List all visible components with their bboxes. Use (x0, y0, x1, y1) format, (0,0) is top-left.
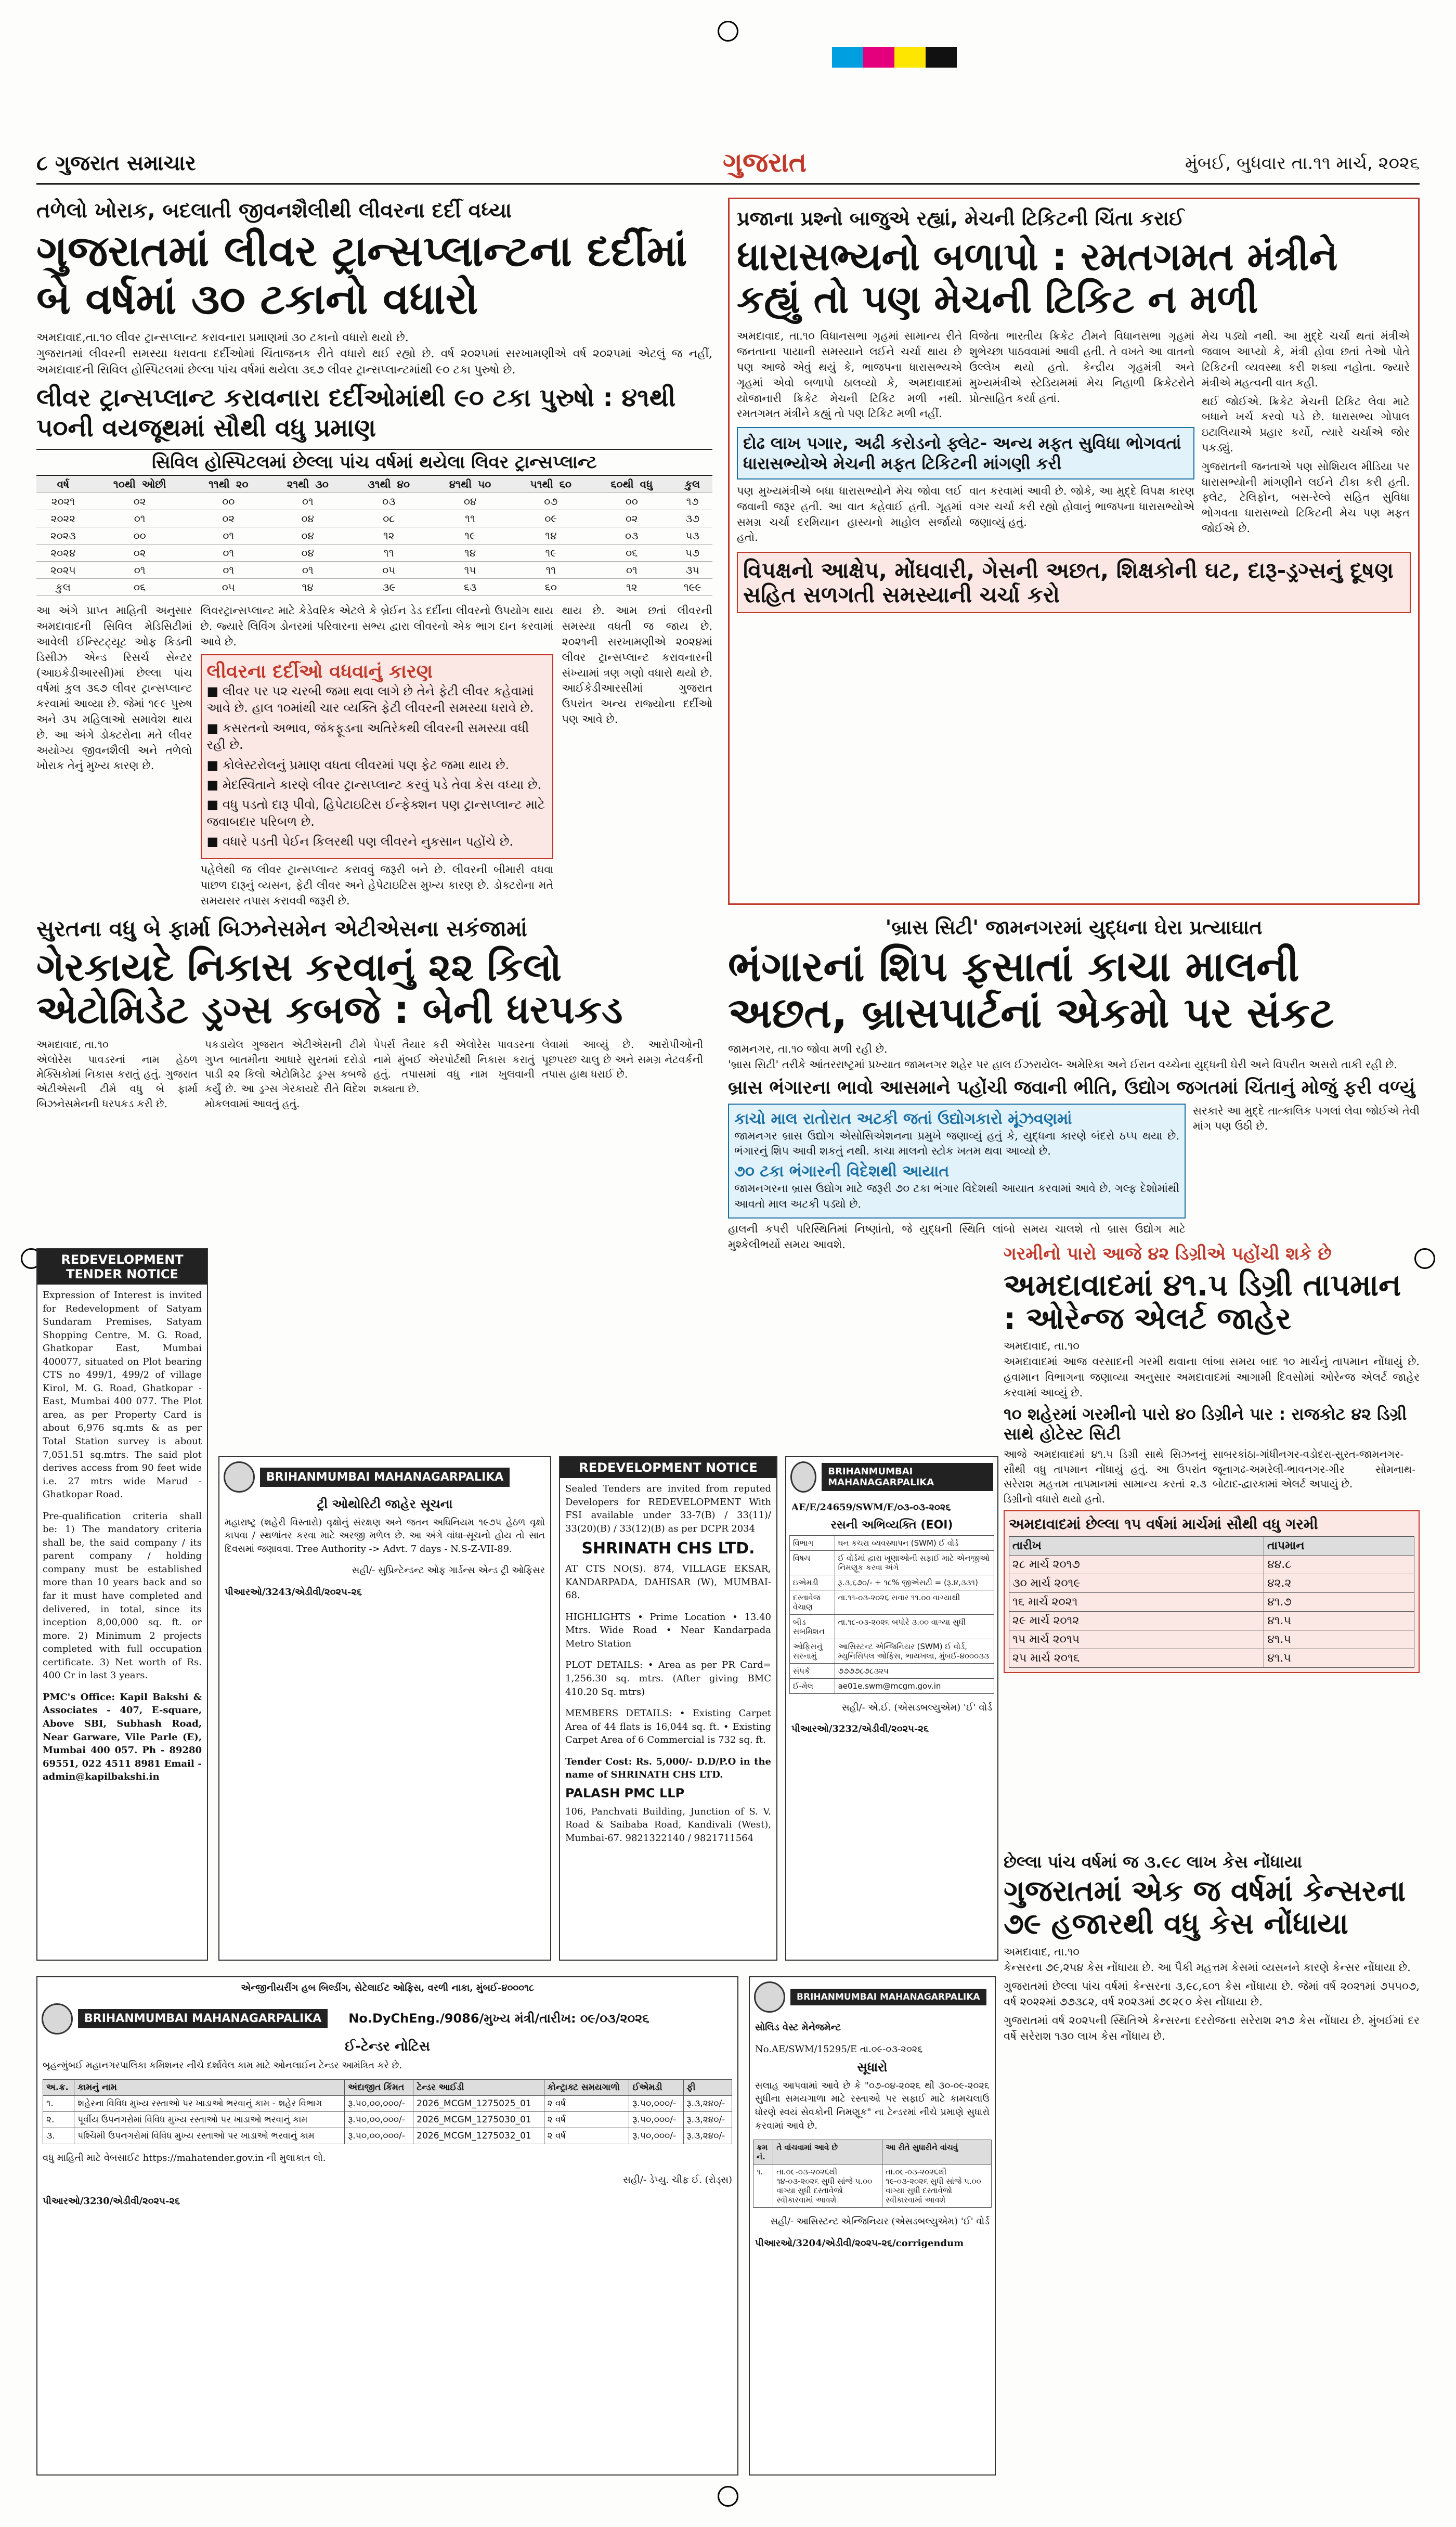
heat-kicker: ગરમીનો પારો આજે ૪૨ ડિગ્રીએ પહોંચી શકે છે (1004, 1243, 1332, 1264)
shrinath-fee: Tender Cost: Rs. 5,000/- D.D/P.O in the name of SHRINATH CHS LTD. (565, 1756, 771, 1781)
registration-mark (718, 2486, 738, 2507)
cricket-body-4: થઈ જોઈએ. ક્રિકેટ મેચની ટિકિટ લેવા માટે બધાને ખર્ચ કરવો પડે છે. ધારાસભ્ય ગોપાલ ઇટાલિયાએ પ્રહાર કર્યો, ત્યારે ચર્ચાએ જોર પકડ્યું. (1202, 395, 1410, 454)
table-cell: ૬૩ (430, 579, 511, 596)
table-cell: ૦૦ (190, 493, 267, 510)
drugs-headline: ગેરકાયદે નિકાસ કરવાનું ૨૨ કિલો એટોમિડેટ ડ્રગ્સ કબજે : બેની ધરપકડ (36, 944, 623, 1033)
liver-table-row (36, 579, 712, 596)
liver-table (36, 476, 712, 596)
table-cell: ૨ વર્ષ (544, 2096, 629, 2112)
table-cell: 2026_MCGM_1275030_01 (413, 2112, 544, 2128)
table-header-cell: તાપમાન (1264, 1536, 1414, 1555)
cricket-footer-box: વિપક્ષનો આક્ષેપ, મોંઘવારી, ગેસની અછત, શિક્ષકોની ઘટ, દારૂ-ડ્રગ્સનું દૂષણ સહિત સળગતી સમસ્યાની ચર્ચા કરો (737, 552, 1411, 613)
cause-item: ■ લીવર પર ૫૨ ચરબી જમા થવા લાગે છે તેને ફેટી લીવર કહેવામાં આવે છે. હાલ ૧૦માંથી ચાર વ્યક્તિ ફેટી લીવરની સમસ્યા ધરાવે છે. (206, 683, 534, 716)
etender-table-row (43, 2096, 732, 2112)
bmc-seal-icon (754, 1981, 785, 2013)
cause-item: ■ મેદસ્વિતાને કારણે લીવર ટ્રાન્સપ્લાન્ટ કરવું પડે તેવા કેસ વધ્યા છે. (206, 777, 542, 792)
liver-body-4: થાય છે. આમ છતાં લીવરની સમસ્યા વધતી જ જાય છે. ૨૦૨૧ની સરખામણીએ ૨૦૨૪માં લીવર ટ્રાન્સપ્લાન્ટ કરાવનારની સંખ્યામાં ત્રણ ગણો વધારો થયો છે. આઈકેડીઆરસીમાં ગુજરાત ઉપરાંત અન્ય રાજ્યોના દર્દીઓ પણ આવે છે. (562, 604, 712, 726)
etender-pro: પીઆરઓ/3230/એડીવી/૨૦૨૫-૨૬ (43, 2196, 180, 2207)
brass-box-1 (728, 1104, 1186, 1219)
table-header-row (753, 2140, 992, 2165)
table-header-cell: તારીખ (1009, 1536, 1264, 1555)
bmc-tree-sign: સહી/- સુપ્રિન્ટેન્ડન્ટ ઓફ ગાર્ડન્સ એન્ડ ટ્રી ઓફિસર (352, 1565, 545, 1576)
cricket-body-7: ગુજરાતની જનતાએ પણ સોશિયલ મીડિયા પર ધારાસભ્યોની માંગણીને લઈને ટીકા કરી હતી. ફ્લેટ, ટેલિફોન, બસ-રેલ્વે સહિત સુવિધા ભોગવતા ધારાસભ્યો ટિકિટની મેચ પણ મફત જોઈએ છે. (1202, 460, 1410, 535)
table-cell: ૨૦૨૪ (36, 545, 90, 562)
liver-body-2: લિવરટ્રાન્સપ્લાન્ટ માટે કેડેવરિક એટલે કે બ્રેઈન ડેડ દર્દીના લીવરનો ઉપયોગ થાય છે. જ્યારે લિવિંગ ડોનરમાં પરિવારના સભ્ય દ્વારા લીવરનો એક ભાગ દાન કરવામાં આવે છે. (200, 604, 554, 648)
table-cell: ઈ વોર્ડમાં દ્વારા ખૂણાઓની સફાઈ માટે એનજીઓ નિમણૂક કરવા અંગે (835, 1550, 994, 1575)
shrinath-title: REDEVELOPMENT NOTICE (560, 1457, 776, 1478)
liver-kicker: તળેલો ખોરાક, બદલાતી જીવનશૈલીથી લીવરના દર્દી વધ્યા (36, 199, 512, 223)
redev-tender-pmc: PMC's Office: Kapil Bakshi & Associates - 407, E-square, Above SBI, Subhash Road, Near Garware, Vile Parle (E), Mumbai 400 057. Ph - 89280 69551, 022 4511 8981 Email - admin@kapilbakshi.in (43, 1691, 202, 1783)
cricket-body-5: પણ મુખ્યમંત્રીએ બધા ધારાસભ્યોને મેચ જોવા લઈ જવાની જરૂર હતી. આ વાત કહેવાઈ હતી. ગૃહમાં સમગ્ર ચર્ચા દરમિયાન હાસ્યનો માહોલ સર્જાયો હતો. (737, 484, 962, 544)
shrinath-plot: PLOT DETAILS: • Area as per PR Card= 1,256.30 sq. mtrs. (After giving BMC 410.20 Sq. mtrs) (565, 1660, 771, 1697)
table-header-cell: ૫૧થી ૬૦ (511, 476, 591, 493)
liver-dateline: અમદાવાદ,તા.૧૦ લીવર ટ્રાન્સપ્લાન્ટ કરાવનારા પ્રમાણમાં ૩૦ ટકાનો વધારો થયો છે. (36, 331, 409, 344)
eoi-notice (785, 1456, 998, 1961)
shrinath-notice (559, 1456, 777, 1961)
brass-body-1: 'બ્રાસ સિટી' તરીકે આંતરરાષ્ટ્રમાં પ્રખ્યાત જામનગર શહેર પર હાલ ઈઝરાયેલ- અમેરિકા અને ઈરાન વચ્ચેના યુદ્ધની ઘેરી અને વિપરીત અસરો તાકી રહી છે. (728, 1058, 1398, 1071)
shrinath-society: SHRINATH CHS LTD. (581, 1539, 755, 1558)
table-cell: સંપર્ક (790, 1663, 835, 1678)
table-cell: ઈ-મેલ (790, 1678, 835, 1693)
etender-head: એન્જીનીયરીંગ હબ બિલ્ડીંગ, સેટેલાઈટ ઓફિસ, વરળી નાકા, મુંબઈ-૪૦૦૦૧૮ (241, 1982, 534, 1993)
eoi-ref: AE/E/24659/SWM/E/૦૩-૦૩-૨૦૨૬ (791, 1502, 951, 1513)
table-header-cell: ૩૧થી ૪૦ (348, 476, 430, 493)
table-cell: ૦૧ (267, 562, 348, 579)
bmc-tree-ref: પીઆરઓ/3243/એડીવી/૨૦૨૫-૨૬ (225, 1586, 362, 1598)
etender-no: No.DyChEng./9086/મુખ્ય મંત્રી/તારીખ: ૦૯/૦૩/૨૦૨૬ (348, 2011, 649, 2026)
table-cell: ૦૧ (267, 493, 348, 510)
heat-table-row (1009, 1630, 1414, 1649)
table-cell: રૂ.૫૦,૦૦૦/- (629, 2128, 683, 2144)
cause-item: ■ કસરતનો અભાવ, જંકફૂડના અતિરેકથી લીવરની સમસ્યા વધી રહી છે. (206, 720, 529, 753)
bmc-seal-icon (224, 1461, 255, 1493)
table-cell: રૂ.૫૦,૦૦૦/- (629, 2112, 683, 2128)
table-cell: ૦૫ (348, 562, 430, 579)
table-cell: ૪૨.૨ (1264, 1574, 1414, 1592)
table-cell: ૧૫ માર્ચ ૨૦૧૫ (1009, 1630, 1264, 1649)
corr-table-row (753, 2165, 992, 2208)
table-cell: રૂ.૩,૬૭૦/- + ૧૮% જીએસટી = (રૂ.૪,૩૩૧) (835, 1575, 994, 1590)
table-cell: ૩૯ (348, 579, 430, 596)
cancer-dateline: અમદાવાદ, તા.૧૦ (1004, 1946, 1080, 1959)
etender-title: ઈ-ટેન્ડર નોટિસ (345, 2038, 430, 2054)
table-cell: ઇએમડી (790, 1575, 835, 1590)
table-cell: ૦૧ (90, 510, 190, 527)
table-cell: ૦૦ (90, 527, 190, 545)
table-cell: રૂ.૩,૨૪૦/- (683, 2096, 732, 2112)
drugs-body-4: લેવામાં આવ્યું છે. આરોપીઓની પૂછપરછ ચાલુ છે અને સમગ્ર નેટવર્કની તપાસ હાથ ધરાઈ છે. (542, 1038, 703, 1081)
eoi-table-row (790, 1663, 994, 1678)
liver-causes-list (207, 683, 548, 850)
cricket-story (728, 198, 1420, 905)
bmc-seal-icon (42, 2003, 73, 2034)
table-cell: ૧. (43, 2096, 74, 2112)
bmc-name: BRIHANMUMBAI MAHANAGARPALIKA (790, 1989, 986, 2005)
corr-dept: સોલિડ વેસ્ટ મેનેજમેન્ટ (755, 2022, 841, 2033)
liver-table-row (36, 493, 712, 510)
table-cell: રૂ.૫૦,૦૦,૦૦૦/- (345, 2112, 413, 2128)
etender-table-row (43, 2112, 732, 2128)
eoi-table (789, 1535, 994, 1694)
table-header-row (36, 476, 712, 493)
bmc-tree-body: મહારાષ્ટ્ર (શહેરી વિસ્તારો) વૃક્ષોનું સંરક્ષણ અને જતન અધિનિયમ ૧૯૭૫ હેઠળ વૃક્ષો કાપવા / સ્થળાંતર કરવા માટે અરજી મળેલ છે. આ અંગે વાંધા-સૂચનો હોય તો સાત દિવસમાં જણાવવા. Tree Authority -> Advt. 7 days - N.S-Z-VII-89. (225, 1517, 545, 1554)
table-cell: ૨૯ માર્ચ ૨૦૧૨ (1009, 1611, 1264, 1630)
color-bar-yellow (894, 47, 926, 68)
table-cell: ૦૧ (190, 545, 267, 562)
cancer-body-2: ગુજરાતમાં છેલ્લા પાંચ વર્ષમાં કેન્સરના ૩,૯૮,૬૦૧ કેસ નોંધાયા છે. જેમાં વર્ષ ૨૦૨૧માં ૭૫૫૦૭, વર્ષ ૨૦૨૨માં ૭૭૩૮૨, વર્ષ ૨૦૨૩માં ૭૯૨૯૦ કેસ નોંધાયા છે. (1004, 1980, 1420, 2008)
liver-table-row (36, 510, 712, 527)
cancer-story (1004, 1851, 1420, 2044)
table-cell: રૂ.૩,૨૪૦/- (683, 2112, 732, 2128)
table-cell: 2026_MCGM_1275025_01 (413, 2096, 544, 2112)
etender-sign: સહી/- ડેપ્યુ. ચીફ ઈ. (રોડ્સ) (623, 2174, 732, 2185)
table-cell: ૦૨ (190, 510, 267, 527)
table-cell: દસ્તાવેજ વેચાણ (790, 1590, 835, 1614)
corr-pro: પીઆરઓ/3204/એડીવી/૨૦૨૫-૨૬/corrigendum (755, 2237, 964, 2249)
table-cell: ૦૪ (267, 527, 348, 545)
table-cell: ૧૯૯ (672, 579, 712, 596)
table-cell: રૂ.૩,૨૪૦/- (683, 2128, 732, 2144)
table-cell: ૧૯ (430, 527, 511, 545)
heat-table-row (1009, 1574, 1414, 1592)
table-cell: ૩૫ (672, 562, 712, 579)
table-cell: ૨. (43, 2112, 74, 2128)
cricket-body-1: અમદાવાદ, તા.૧૦ વિધાનસભા ગૃહમાં સામાન્ય રીતે જનતાના પાયાની સમસ્યાને લઈને ચર્ચા થાય છે પણ આજે એવું થયું કે, ભાજપના ધારાસભ્યએ ગૃહમાં એવો બળાપો ઠાલવ્યો કે, અમદાવાદમાં યોજાનારી ક્રિકેટ મેચની ટિકિટ મળી નથી. રમતગમત મંત્રીને કહ્યું તો પણ ટિકિટ મળી નહીં. (737, 330, 962, 420)
cricket-body-2: વિજેતા ભારતીય ક્રિકેટ ટીમને વિધાનસભા ગૃહમાં શુભેચ્છા પાઠવવામાં આવી હતી. તે વખતે આ વાતનો ઉલ્લેખ થયો હતો. કેન્દ્રીય ગૃહમંત્રી અને મુખ્યમંત્રીએ સ્ટેડિયમમાં મેચ નિહાળી ક્રિકેટરોને પ્રોત્સાહિત કર્યા હતાં. (969, 330, 1194, 405)
redev-tender-criteria: Pre-qualification criteria shall be: 1) The mandatory criteria shall be, the said company / its parent company / holding company must be established more than 10 years back and so far it must have completed and delivered, in total, since its inception 8,00,000 sq. ft. or more. 2) Minimum 2 projects completed with full occupation certificate. 3) Net worth of Rs. 400 Cr in last 3 years. (43, 1510, 202, 1681)
table-cell: ૦૪ (267, 545, 348, 562)
bmc-tree-title: ટ્રી ઓથોરિટી જાહેર સૂચના (317, 1497, 453, 1511)
drugs-body-3: પેપર્સ તૈયાર કરી એલોરેસ પાવડરના નામે મુંબઈ એરપોર્ટથી નિકાસ કરાતું હતું. તપાસમાં વધુ નામ ખુલવાની શક્યતા છે. (373, 1038, 535, 1095)
shrinath-members: MEMBERS DETAILS: • Existing Carpet Area of 44 flats is 16,044 sq. ft. • Existing Carpet Area of 6 Commercial is 732 sq. ft. (565, 1708, 771, 1746)
brass-body-3: સરકારે આ મુદ્દે તાત્કાલિક પગલાં લેવા જોઈએ તેવી માંગ પણ ઉઠી છે. (1193, 1104, 1420, 1133)
table-cell: ૦૩ (591, 527, 672, 545)
corr-table (753, 2140, 992, 2208)
color-bar-cyan (832, 47, 863, 68)
table-cell: ૦૨ (90, 545, 190, 562)
cancer-body-3: ગુજરાતમાં વર્ષ ૨૦૨૫ની સ્થિતિએ કેન્સરના દરરોજના સરેરાશ ૨૧૭ કેસ નોંધાય છે. મુંબઈમાં દર વર્ષે સરેરાશ ૧૩૦ લાખ કેસ નોંધાય છે. (1004, 2014, 1420, 2042)
table-header-cell: ૨૧થી ૩૦ (267, 476, 348, 493)
heat-table-row (1009, 1649, 1414, 1667)
table-cell: ૧૬ માર્ચ ૨૦૨૧ (1009, 1592, 1264, 1611)
brass-box-1-title: કાચો માલ રાતોરાત અટકી જતાં ઉદ્યોગકારો મૂંઝવણમાં (734, 1109, 1072, 1128)
table-cell: ૦૧ (90, 562, 190, 579)
table-cell: ૧૪ (430, 545, 511, 562)
table-cell: પૂર્વીય ઉપનગરોમાં વિવિધ મુખ્ય રસ્તાઓ પર ખાડાઓ ભરવાનું કામ (74, 2112, 345, 2128)
corrigendum-notice (749, 1976, 996, 2476)
heat-table-title: અમદાવાદમાં છેલ્લા ૧૫ વર્ષમાં માર્ચમાં સૌથી વધુ ગરમી (1009, 1515, 1318, 1533)
cause-item: ■ વધારે પડતી પેઈન કિલરથી પણ લીવરને નુકસાન પહોંચે છે. (206, 834, 514, 849)
etender-notice (36, 1976, 738, 2476)
heat-table-box (1004, 1510, 1420, 1673)
brass-headline: ભંગારનાં શિપ ફસાતાં કાચા માલની અછત, બ્રાસપાર્ટનાં એકમો પર સંકટ (728, 942, 1334, 1038)
heat-headline: અમદાવાદમાં ૪૧.૫ ડિગ્રી તાપમાન : ઓરેન્જ એલર્ટ જાહેર (1004, 1267, 1401, 1337)
date-line: મુંબઈ, બુધવાર તા.૧૧ માર્ચ, ૨૦૨૬ (1185, 152, 1420, 174)
redev-tender-body: Expression of Interest is invited for Redevelopment of Satyam Sundaram Premises, Satyam Shopping Centre, M. G. Road, Ghatkopar East, Mumbai 400077, situated on Plot bearing CTS no 499/1, 499/2 of village Kirol, M. G. Road, Ghatkopar - East, Mumbai 400 077. The Plot area, as per Property Card is about 6,976 sq.mts & as per Total Station survey is about 7,051.51 sq.mtrs. The said plot derives access from 90 feet wide i.e. 27 mtrs wide Marud - Ghatkopar Road. (43, 1290, 202, 1500)
table-header-cell: વર્ષ (36, 476, 90, 493)
color-bar-magenta (863, 47, 894, 68)
cancer-kicker: છેલ્લા પાંચ વર્ષમાં જ ૩.૯૮ લાખ કેસ નોંધાયા (1004, 1852, 1302, 1872)
drugs-story (36, 915, 712, 1111)
table-cell: 2026_MCGM_1275032_01 (413, 2128, 544, 2144)
table-cell: આસિસ્ટન્ટ એન્જિનિયર (SWM) ઈ વોર્ડ, મ્યુનિસિપલ ઓફિસ, ભાયખલા, મુંબઈ-૪૦૦૦૩૩ (835, 1639, 994, 1663)
eoi-table-row (790, 1639, 994, 1663)
heat-table-row (1009, 1555, 1414, 1574)
etender-table (43, 2079, 732, 2144)
eoi-table-row (790, 1575, 994, 1590)
bmc-name: BRIHANMUMBAI MAHANAGARPALIKA (260, 1468, 510, 1487)
table-header-cell: કોન્ટ્રાક્ટ સમયગાળો (544, 2080, 629, 2096)
liver-table-row (36, 527, 712, 545)
liver-causes-title: લીવરના દર્દીઓ વધવાનું કારણ (206, 660, 433, 682)
corr-no: No.AE/SWM/15295/E તા.૦૯-૦૩-૨૦૨૬ (755, 2043, 923, 2055)
table-header-cell: આ રીતે સુધારીને વાંચવું (882, 2140, 992, 2165)
cricket-box: દોઢ લાખ પગાર, અઢી કરોડનો ફ્લેટ- અન્ય મફત સુવિધા ભોગવતાં ધારાસભ્યોએ મેચની મફત ટિકિટની માંગણી કરી (737, 427, 1194, 480)
corr-desc: સલાહ આપવામાં આવે છે કે "૦૭-૦૪-૨૦૨૬ થી ૩૦-૦૯-૨૦૨૬ સુધીના સમયગાળા માટે રસ્તાઓ પર સફાઈ માટે કામચલાઉ ધોરણે સ્વયં સેવકોની નિમણૂક" ના ટેન્ડરમાં નીચે પ્રમાણે સુધારો કરવામાં આવે છે. (755, 2080, 990, 2131)
registration-mark (718, 21, 738, 42)
table-header-cell: ઈએમડી (629, 2080, 683, 2096)
table-cell: ૦૧ (591, 562, 672, 579)
table-cell: ૧૨ (591, 579, 672, 596)
table-cell: ૩૭ (672, 510, 712, 527)
liver-story (36, 198, 712, 909)
table-header-row (43, 2080, 732, 2096)
eoi-title: રસની અભિવ્યક્તિ (EOI) (830, 1518, 953, 1532)
table-cell: તા.૧૧-૦૩-૨૦૨૬ સવાર ૧૧.૦૦ વાગ્યાથી (835, 1590, 994, 1614)
table-cell: ૧૧ (348, 545, 430, 562)
etender-footer: વધુ માહિતી માટે વેબસાઈટ https://mahatender.gov.in ની મુલાકાત લો. (43, 2153, 326, 2164)
cricket-headline: ધારાસભ્યનો બળાપો : રમતગમત મંત્રીને કહ્યું તો પણ મેચની ટિકિટ ન મળી (737, 234, 1338, 322)
masthead (36, 143, 1420, 185)
table-header-row (1009, 1536, 1414, 1555)
table-cell: ૭૭૭૭૮૭૮૩૨૫ (835, 1663, 994, 1678)
shrinath-highlights: HIGHLIGHTS • Prime Location • 13.40 Mtrs. Wide Road • Near Kandarpada Metro Station (565, 1611, 771, 1649)
table-cell: ૧૫ (430, 562, 511, 579)
table-cell: ૬૦ (511, 579, 591, 596)
table-cell: ૦૩ (348, 493, 430, 510)
table-header-cell: અ.ક્ર. (43, 2080, 74, 2096)
cricket-body-6: વાત કરવામાં આવી છે. જોકે, આ મુદ્દે વિપક્ષ કારણ વગર ચર્ચા કરી રહ્યો હોવાનું ભાજપના ધારાસભ્યોએ જણાવ્યું હતું. (969, 484, 1194, 528)
section-label: ગુજરાત (723, 147, 807, 178)
table-cell: ૨૦૨૨ (36, 510, 90, 527)
table-cell: ઓફિસનું સરનામું (790, 1639, 835, 1663)
table-cell: ૧૨ (348, 527, 430, 545)
heat-subhead: ૧૦ શહેરમાં ગરમીનો પારો ૪૦ ડિગ્રીને પાર : રાજકોટ ૪૨ ડિગ્રી સાથે હોટેસ્ટ સિટી (1004, 1404, 1407, 1444)
corr-title: સૂધારો (857, 2060, 888, 2075)
table-cell: ૦૪ (267, 510, 348, 527)
table-cell: ૧. (753, 2165, 773, 2208)
table-header-cell: અંદાજીત કિંમત (345, 2080, 413, 2096)
liver-body-1: આ અંગે પ્રાપ્ત માહિતી અનુસાર અમદાવાદની સિવિલ મેડિસિટીમાં આવેલી ઈન્સ્ટિટ્યૂટ ઓફ કિડની ડિસીઝ એન્ડ રિસર્ચ સેન્ટર (આઇકેડીઆરસી)માં છેલ્લા પાંચ વર્ષમાં કુલ ૩૬૭ લીવર ટ્રાન્સપ્લાન્ટ કરવામાં આવ્યા છે. જેમાં ૧૯૯ પુરુષ અને ૩૫ મહિલાઓ સમાવેશ થાય છે. આ અંગે ડોક્ટરોના મતે લીવર અયોગ્ય જીવનશૈલી અને તળેલો ખોરાક તેનું મુખ્ય કારણ છે. (36, 604, 192, 772)
table-cell: ૨૫ માર્ચ ૨૦૧૬ (1009, 1649, 1264, 1667)
table-cell: ૪૧.૫ (1264, 1611, 1414, 1630)
heat-body-2: આજે અમદાવાદમાં ૪૧.૫ ડિગ્રી સાથે સિઝનનું સૌથી વધુ તાપમાન નોંધાયું હતું. આ ઉપરાંત સરેરાશ મહત્તમ તાપમાનમાં સામાન્ય કરતાં ૨.૩ ડિગ્રીનો વધારો થયો હતો. (1004, 1448, 1206, 1505)
table-cell: ૩૦ માર્ચ ૨૦૧૯ (1009, 1574, 1264, 1592)
eoi-table-row (790, 1614, 994, 1639)
table-cell: ૪૪.૮ (1264, 1555, 1414, 1574)
cause-item: ■ વધુ પડતો દારૂ પીવો, હિપેટાઇટિસ ઈન્ફેક્શન પણ ટ્રાન્સપ્લાન્ટ માટે જવાબદાર પરિબળ છે. (206, 797, 545, 829)
brass-subhead: બ્રાસ ભંગારના ભાવો આસમાને પહોંચી જવાની ભીતિ, ઉદ્યોગ જગતમાં ચિંતાનું મોજું ફરી વળ્યું (728, 1077, 1415, 1099)
table-cell: ૧૧ (430, 510, 511, 527)
drugs-body-2: પકડાયેલ ગુજરાત એટીએસની ટીમે ગુપ્ત બાતમીના આધારે સુરતમાં દરોડો પાડી ૨૨ કિલો એટોમિડેટ ડ્રગ્સ કબજે કર્યું છે. આ ડ્રગ્સ ગેરકાયદે રીતે વિદેશ મોકલવામાં આવતું હતું. (205, 1038, 366, 1110)
table-cell: ૦૦ (591, 493, 672, 510)
liver-body-3: પહેલેથી જ લીવર ટ્રાન્સપ્લાન્ટ કરાવવું જરૂરી બને છે. લીવરની બીમારી વધવા પાછળ દારૂનું વ્યસન, ફેટી લીવર અને હેપેટાઇટિસ મુખ્ય કારણ છે. ડોક્ટરોના મતે સમયસર તપાસ કરાવવી જરૂરી છે. (200, 863, 554, 908)
table-header-cell: ૪૧થી ૫૦ (430, 476, 511, 493)
table-cell: ૨૮ માર્ચ ૨૦૧૭ (1009, 1555, 1264, 1574)
table-cell: ૦૧ (190, 527, 267, 545)
table-header-cell: કામનું નામ (74, 2080, 345, 2096)
eoi-table-row (790, 1550, 994, 1575)
table-cell: કુલ (36, 579, 90, 596)
etender-desc: બૃહન્મુંબઈ મહાનગરપાલિકા કમિશનર નીચે દર્શાવેલ કામ માટે ઓનલાઈન ટેન્ડર આમંત્રિત કરે છે. (43, 2059, 402, 2071)
table-cell: ૦૧ (190, 562, 267, 579)
redev-tender-notice (36, 1248, 208, 1961)
table-cell: રૂ.૫૦,૦૦૦/- (629, 2096, 683, 2112)
table-cell: તા.૦૯-૦૩-૨૦૨૬થી ૧૯-૦૩-૨૦૨૬ સુધી સાંજે ૫.૦૦ વાગ્યા સુધી દસ્તાવેજો સ્વીકારવામાં આવશે (882, 2165, 992, 2208)
shrinath-address: AT CTS NO(S). 874, VILLAGE EKSAR, KANDARPADA, DAHISAR (W), MUMBAI-68. (565, 1563, 771, 1601)
brass-box-1-body: જામનગર બ્રાસ ઉદ્યોગ એસોસિએશનના પ્રમુખે જણાવ્યું હતું કે, યુદ્ધના કારણે બંદરો ઠપ્પ થયા છે. ભંગારનું શિપ આવી શકતું નથી. કાચા માલનો સ્ટોક ખતમ થવા આવ્યો છે. (734, 1129, 1179, 1158)
table-cell: ૧૭ (672, 493, 712, 510)
table-header-cell: ટેન્ડર આઈડી (413, 2080, 544, 2096)
liver-table-title: સિવિલ હોસ્પિટલમાં છેલ્લા પાંચ વર્ષમાં થયેલા લિવર ટ્રાન્સપ્લાન્ટ (36, 449, 712, 476)
brass-dateline: જામનગર, તા.૧૦ જોવા મળી રહી છે. (728, 1042, 888, 1055)
brass-kicker: 'બ્રાસ સિટી' જામનગરમાં યુદ્ધના ઘેરા પ્રત્યાઘાત (885, 916, 1263, 939)
table-header-cell: ૬૦થી વધુ (591, 476, 672, 493)
table-cell: ૦૬ (90, 579, 190, 596)
cause-item: ■ કોલેસ્ટરોલનું પ્રમાણ વધતા લીવરમાં પણ ફેટ જમા થાય છે. (206, 757, 510, 772)
table-cell: શહેરના વિવિધ મુખ્ય રસ્તાઓ પર ખાડાઓ ભરવાનું કામ - શહેર વિભાગ (74, 2096, 345, 2112)
table-cell: ૦૪ (430, 493, 511, 510)
shrinath-body: Sealed Tenders are invited from reputed Developers for REDEVELOPMENT With FSI available under 33-7(B) / 33(11)/ 33(20)(B) / 33(12)(B) as per DCPR 2034 (565, 1483, 771, 1534)
table-cell: ૫૭ (672, 545, 712, 562)
table-cell: તા.૦૯-૦૩-૨૦૨૬થી ૧૪-૦૩-૨૦૨૬ સુધી સાંજે ૫.૦૦ વાગ્યા સુધી દસ્તાવેજો સ્વીકારવામાં આવશે (773, 2165, 882, 2208)
bmc-tree-notice (218, 1456, 551, 1961)
table-cell: રૂ.૫૦,૦૦,૦૦૦/- (345, 2096, 413, 2112)
table-cell: ૧૪ (511, 527, 591, 545)
cricket-kicker: પ્રજાના પ્રશ્નો બાજુએ રહ્યાં, મેચની ટિકિટની ચિંતા કરાઈ (737, 207, 1185, 230)
table-cell: ૩. (43, 2128, 74, 2144)
table-cell: ૪૧.૫ (1264, 1649, 1414, 1667)
corr-sign: સહી/- આસિસ્ટન્ટ એન્જિનિયર (એસડબલ્યુએમ) 'ઈ' વોર્ડ (770, 2216, 990, 2227)
redev-tender-title: REDEVELOPMENT TENDER NOTICE (37, 1249, 207, 1285)
table-header-cell: ક્રમ નં. (753, 2140, 773, 2165)
table-cell: વિભાગ (790, 1535, 835, 1550)
brass-box-2-body: જામનગરના બ્રાસ ઉદ્યોગ માટે જરૂરી ૭૦ ટકા ભંગાર વિદેશથી આયાત કરવામાં આવે છે. ગલ્ફ દેશોમાંથી આવતો માલ અટકી પડ્યો છે. (734, 1182, 1179, 1210)
table-cell: ૦૬ (591, 545, 672, 562)
heat-story (1004, 1243, 1420, 1673)
table-cell: ૫૩ (672, 527, 712, 545)
table-cell: ૦૭ (511, 493, 591, 510)
table-cell: ૪૧.૫ (1264, 1630, 1414, 1649)
brass-body-2: હાલની કપરી પરિસ્થિતિમાં નિષ્ણાંતો, જે યુદ્ધની સ્થિતિ લાંબો સમય ચાલશે તો બ્રાસ ઉદ્યોગ માટે મુશ્કેલીભર્યો સમય આવશે. (728, 1222, 1186, 1251)
cancer-body-1: કેન્સરના ૭૯,૨૫૪ કેસ નોંધાયા છે. આ પૈકી મહત્તમ કેસમાં વ્યસનને કારણે કેન્સર નોંધાયા છે. (1004, 1961, 1411, 1974)
drugs-kicker: સુરતના વધુ બે ફાર્મા બિઝનેસમેન એટીએસના સકંજામાં (36, 916, 527, 941)
drugs-body-1: એલોરેસ પાવડરનાં નામ હેઠળ મેક્સિકોમાં નિકાસ કરાતું હતું. ગુજરાત એટીએસની ટીમે વધુ બે ફાર્મા બિઝનેસમેનની ધરપકડ કરી છે. (36, 1053, 198, 1110)
bmc-seal-icon (790, 1461, 816, 1493)
table-header-cell: તે વાંચવામાં આવે છે (773, 2140, 882, 2165)
bmc-name: BRIHANMUMBAI MAHANAGARPALIKA (822, 1463, 993, 1491)
table-header-cell: ૧૧થી ૨૦ (190, 476, 267, 493)
eoi-sign: સહી/- એ.ઈ. (એસડબલ્યુએમ) 'ઈ' વોર્ડ (841, 1702, 992, 1713)
bmc-name: BRIHANMUMBAI MAHANAGARPALIKA (78, 2009, 328, 2028)
table-cell: ૧૧ (511, 562, 591, 579)
drugs-dateline: અમદાવાદ, તા.૧૦ (36, 1038, 109, 1051)
table-cell: ૨૦૨૫ (36, 562, 90, 579)
table-cell: ઘન કચરા વ્યવસ્થાપન (SWM) ઈ વોર્ડ (835, 1535, 994, 1550)
liver-intro: ગુજરાતમાં લીવરની સમસ્યા ધરાવતા દર્દીઓમાં ચિંતાજનક રીતે વધારો થઈ રહ્યો છે. વર્ષ ૨૦૨૫માં સરખામણીએ વર્ષ ૨૦૨૫માં એટલું જ નહીં, અમદાવાદની સિવિલ હોસ્પિટલમાં છેલ્લા પાંચ વર્ષમાં થયેલા ૩૬૭ લીવર ટ્રાન્સપ્લાન્ટમાંથી ૯૦ ટકા પુરુષો છે. (36, 347, 712, 377)
etender-table-row (43, 2128, 732, 2144)
liver-table-row (36, 545, 712, 562)
heat-table (1009, 1536, 1414, 1668)
table-cell: તા.૧૮-૦૩-૨૦૨૬ બપોરે ૩.૦૦ વાગ્યા સુધી (835, 1614, 994, 1639)
liver-subhead: લીવર ટ્રાન્સપ્લાન્ટ કરાવનારા દર્દીઓમાંથી ૯૦ ટકા પુરુષો : ૪૧થી ૫૦ની વયજૂથમાં સૌથી વધુ પ્રમાણ (36, 383, 676, 443)
pmc-address: 106, Panchvati Building, Junction of S. V. Road & Saibaba Road, Kandivali (West), Mumbai-67. 9821322140 / 9821711564 (565, 1806, 771, 1844)
heat-table-row (1009, 1611, 1414, 1630)
table-cell: વિષય (790, 1550, 835, 1575)
table-cell: ae01e.swm@mcgm.gov.in (835, 1678, 994, 1693)
cricket-body-3: મેચ પડ્યો નથી. આ મુદ્દે ચર્ચા થતાં મંત્રીએ જવાબ આપ્યો કે, મંત્રી હોવા છતાં તેઓ પોતે ટિકિટની વ્યવસ્થા કરી શક્યા નહોતા. જ્યારે મંત્રીએ મહત્વની વાત કહી. (1202, 330, 1410, 389)
table-cell: ૦૨ (591, 510, 672, 527)
liver-headline: ગુજરાતમાં લીવર ટ્રાન્સપ્લાન્ટના દર્દીમાં બે વર્ષમાં ૩૦ ટકાનો વધારો (36, 227, 687, 324)
liver-table-row (36, 562, 712, 579)
heat-body-1: અમદાવાદમાં આજ વરસાદની ગરમી થવાના લાંબા સમય બાદ ૧૦ માર્ચનું તાપમાન નોંધાયું છે. હવામાન વિભાગના જણાવ્યા અનુસાર અમદાવાદમાં આગામી દિવસોમાં ઓરેન્જ એલર્ટ જાહેર કરવામાં આવ્યું છે. (1004, 1355, 1420, 1399)
heat-table-row (1009, 1592, 1414, 1611)
table-cell: ૨૦૨૩ (36, 527, 90, 545)
table-cell: ૨ વર્ષ (544, 2112, 629, 2128)
brass-story (728, 915, 1420, 1252)
table-header-cell: કુલ (672, 476, 712, 493)
liver-causes-box (201, 654, 554, 860)
table-cell: ૦૨ (90, 493, 190, 510)
table-header-cell: ફી (683, 2080, 732, 2096)
pmc-name: PALASH PMC LLP (565, 1785, 685, 1800)
eoi-table-row (790, 1678, 994, 1693)
table-cell: ૦૫ (190, 579, 267, 596)
table-cell: ૨ વર્ષ (544, 2128, 629, 2144)
heat-dateline: અમદાવાદ, તા.૧૦ (1004, 1340, 1080, 1353)
eoi-pro: પીઆરઓ/3232/એડીવી/૨૦૨૫-૨૬ (791, 1723, 929, 1735)
table-cell: ૪૧.૭ (1264, 1592, 1414, 1611)
cancer-headline: ગુજરાતમાં એક જ વર્ષમાં કેન્સરના ૭૯ હજારથી વધુ કેસ નોંધાયા (1004, 1874, 1406, 1941)
table-cell: ૧૯ (511, 545, 591, 562)
heat-body-3: સાબરકાંઠા-ગાંધીનગર-વડોદરા-સુરત-જામનગર-જૂનાગઢ-અમરેલી-ભાવનગર-ગીર સોમનાથ-બોટાદ-દ્વારકામાં એલર્ટ અપાયું છે. (1213, 1448, 1415, 1491)
table-cell: રૂ.૫૦,૦૦,૦૦૦/- (345, 2128, 413, 2144)
eoi-table-row (790, 1590, 994, 1614)
brass-box-2-title: ૭૦ ટકા ભંગારની વિદેશથી આયાત (734, 1162, 950, 1181)
table-header-cell: ૧૦થી ઓછી (90, 476, 190, 493)
table-cell: ૧૪ (267, 579, 348, 596)
table-cell: બીડ સબમિશન (790, 1614, 835, 1639)
color-bar-black (926, 47, 957, 68)
page-title: ૮ ગુજરાત સમાચાર (36, 151, 196, 175)
table-cell: પશ્ચિમી ઉપનગરોમાં વિવિધ મુખ્ય રસ્તાઓ પર ખાડાઓ ભરવાનું કામ (74, 2128, 345, 2144)
table-cell: ૨૦૨૧ (36, 493, 90, 510)
eoi-table-row (790, 1535, 994, 1550)
table-cell: ૦૮ (348, 510, 430, 527)
table-cell: ૦૯ (511, 510, 591, 527)
